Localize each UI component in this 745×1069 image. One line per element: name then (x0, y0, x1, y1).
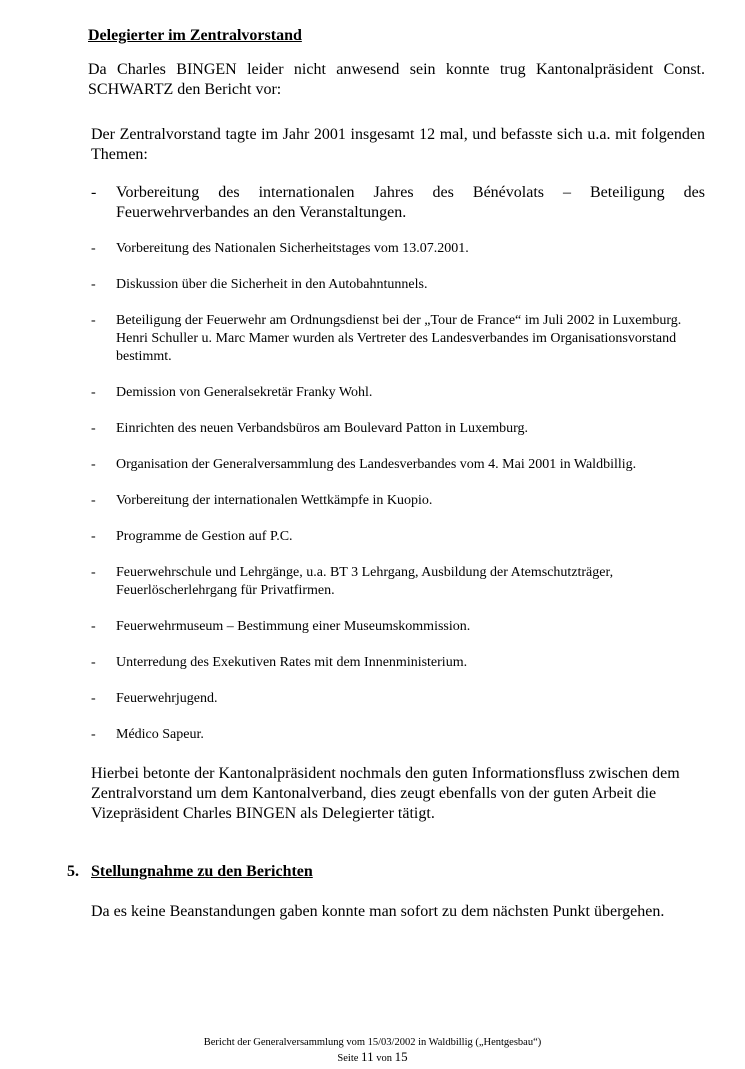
section-title: Stellungnahme zu den Berichten (91, 863, 313, 880)
intro-paragraph: Da Charles BINGEN leider nicht anwesend sein konnte trug Kantonalpräsident Const. SCHWARTZ den Bericht vor: (88, 61, 705, 98)
section-heading: Delegierter im Zentralvorstand (88, 27, 302, 44)
list-item-text: Vorbereitung der internationalen Wettkämpfe in Kuopio. (116, 493, 433, 508)
list-dash: - (91, 313, 96, 328)
closing-paragraph: Hierbei betonte der Kantonalpräsident nochmals den guten Informationsfluss zwischen dem Zentralvorstand um dem Kantonalverband, dies zeugt ebenfalls von der guten Arbeit die Vizepräsident Charles BINGEN als Delegierter tätigt. (91, 765, 680, 822)
list-dash: - (91, 277, 96, 292)
list-item (91, 492, 705, 510)
list-item (91, 183, 705, 223)
section-number: 5. (67, 863, 79, 880)
list-item-text: Beteiligung der Feuerwehr am Ordnungsdienst bei der „Tour de France“ im Juli 2002 in Luxemburg. Henri Schuller u. Marc Mamer wurden als Vertreter des Landesverbandes im Organisationsvorstand bestimmt. (116, 313, 682, 364)
list-item (91, 654, 705, 672)
footer-report-line: Bericht der Generalversammlung vom 15/03/2002 in Waldbillig („Hentgesbau“) (203, 1037, 542, 1048)
page-number: 11 (361, 1049, 374, 1064)
list-dash: - (91, 655, 96, 670)
list-item (91, 384, 705, 402)
list-item (91, 690, 705, 708)
list-item-text: Unterredung des Exekutiven Rates mit dem Innenministerium. (116, 655, 468, 670)
list-item (91, 276, 705, 294)
page-footer (0, 1036, 745, 1066)
list-item (91, 618, 705, 636)
list-item (91, 726, 705, 744)
list-dash: - (91, 565, 96, 580)
list-item-text: Demission von Generalsekretär Franky Wohl. (116, 385, 373, 400)
list-item-text: Médico Sapeur. (116, 727, 204, 742)
list-dash: - (91, 385, 96, 400)
page-of: von (376, 1053, 392, 1064)
list-item (91, 528, 705, 546)
list-dash: - (91, 691, 96, 706)
list-item (91, 456, 705, 474)
list-item-text: Einrichten des neuen Verbandsbüros am Boulevard Patton in Luxemburg. (116, 421, 529, 436)
list-dash: - (91, 241, 96, 256)
list-item (91, 420, 705, 438)
lead-paragraph: Der Zentralvorstand tagte im Jahr 2001 insgesamt 12 mal, und befasste sich u.a. mit folgenden Themen: (91, 126, 705, 163)
section-5-heading (67, 862, 313, 882)
list-dash: - (91, 457, 96, 472)
list-item (91, 240, 705, 258)
page-prefix: Seite (337, 1053, 359, 1064)
list-item-text: Programme de Gestion auf P.C. (116, 529, 293, 544)
page-total: 15 (394, 1049, 408, 1064)
list-item-text: Vorbereitung des Nationalen Sicherheitstages vom 13.07.2001. (116, 241, 469, 256)
list-item (91, 564, 705, 600)
list-dash: - (91, 619, 96, 634)
list-dash: - (91, 727, 96, 742)
section-5-text: Da es keine Beanstandungen gaben konnte man sofort zu dem nächsten Punkt übergehen. (91, 903, 665, 920)
list-item-text: Feuerwehrschule und Lehrgänge, u.a. BT 3 Lehrgang, Ausbildung der Atemschutzträger, Feuerlöscherlehrgang für Privatfirmen. (116, 565, 614, 598)
footer-page-line (0, 1050, 745, 1066)
list-dash: - (91, 529, 96, 544)
list-item-text: Organisation der Generalversammlung des Landesverbandes vom 4. Mai 2001 in Waldbillig. (116, 457, 637, 472)
list-item-text: Feuerwehrmuseum – Bestimmung einer Museumskommission. (116, 619, 471, 634)
list-item (91, 312, 705, 366)
list-dash: - (91, 184, 97, 201)
list-dash: - (91, 493, 96, 508)
list-item-text: Vorbereitung des internationalen Jahres des Bénévolats – Beteiligung des Feuerwehrverbandes an den Veranstaltungen. (116, 184, 705, 221)
list-item-text: Diskussion über die Sicherheit in den Autobahntunnels. (116, 277, 428, 292)
list-dash: - (91, 421, 96, 436)
list-item-text: Feuerwehrjugend. (116, 691, 218, 706)
